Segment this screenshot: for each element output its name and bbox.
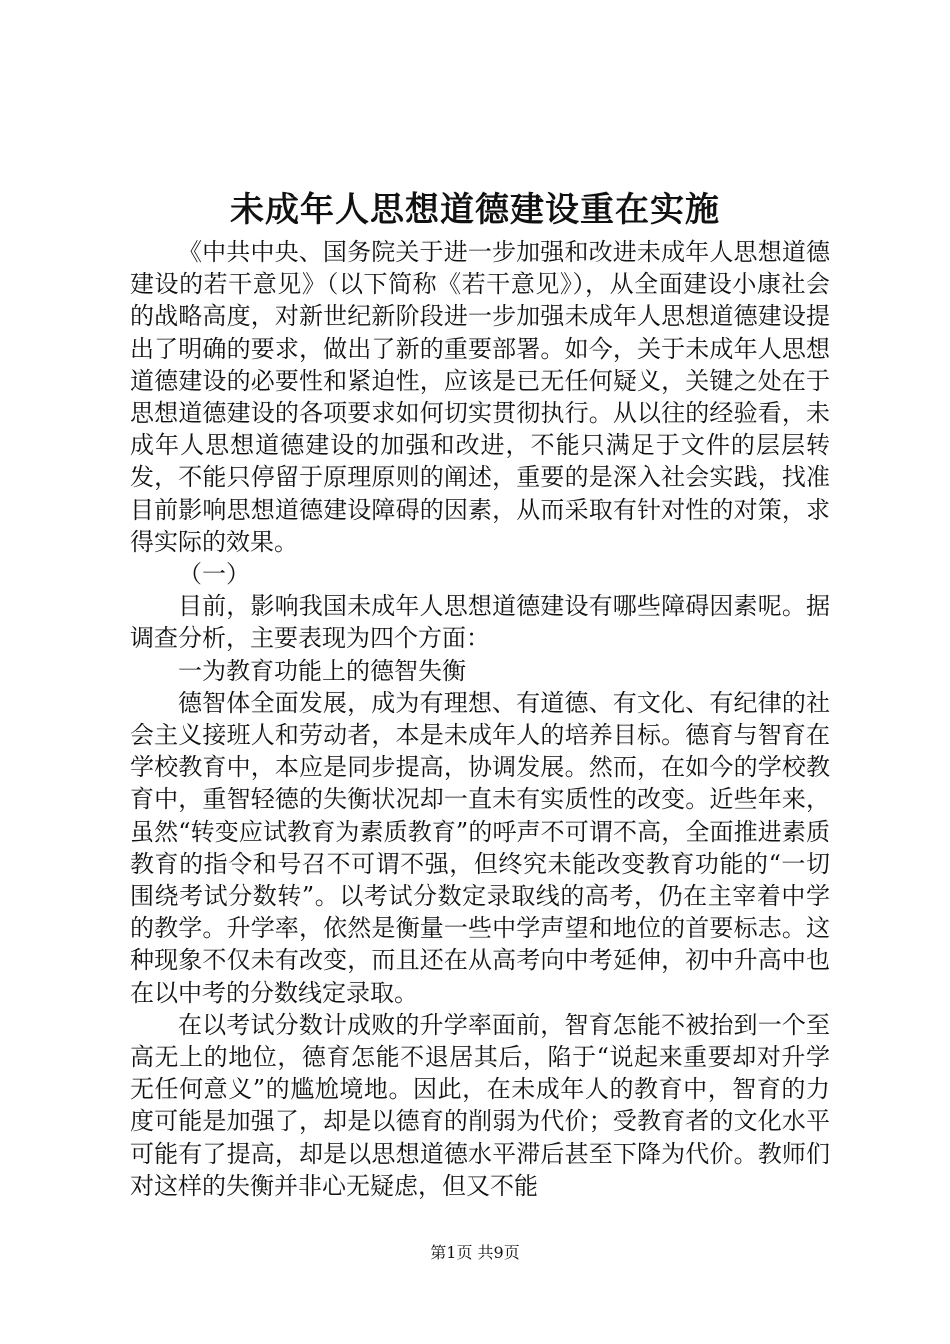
paragraph-factors: 目前，影响我国未成年人思想道德建设有哪些障碍因素呢。据调查分析，主要表现为四个方面： (130, 592, 830, 653)
paragraph-enrollment: 在以考试分数计成败的升学率面前，智育怎能不被抬到一个至高无上的地位，德育怎能不退居其后，陷于“说起来重要却对升学无任何意义”的尴尬境地。因此，在未成年人的教育中，智育的力度可能是加强了，却是以德育的削弱为代价；受教育者的文化水平可能有了提高，却是以思想道德水平滞后甚至下降为代价。教师们对这样的失衡并非心无疑虑，但又不能 (130, 1010, 830, 1200)
paragraph-imbalance: 德智体全面发展，成为有理想、有道德、有文化、有纪律的社会主义接班人和劳动者，本是未成年人的培养目标。德育与智育在学校教育中，本应是同步提高，协调发展。然而，在如今的学校教育中，重智轻德的失衡状况却一直未有实质性的改变。近些年来，虽然“转变应试教育为素质教育”的呼声不可谓不高，全面推进素质教育的指令和号召不可谓不强，但终究未能改变教育功能的“一切围绕考试分数转”。以考试分数定录取线的高考，仍在主宰着中学的教学。升学率，依然是衡量一些中学声望和地位的首要标志。这种现象不仅未有改变，而且还在从高考向中考延伸，初中升高中也在以中考的分数线定录取。 (130, 688, 830, 1007)
paragraph-intro: 《中共中央、国务院关于进一步加强和改进未成年人思想道德建设的若干意见》（以下简称《若干意见》），从全面建设小康社会的战略高度，对新世纪新阶段进一步加强未成年人思想道德建设提出了明确的要求，做出了新的重要部署。如今，关于未成年人思想道德建设的必要性和紧迫性，应该是已无任何疑义，关键之处在于思想道德建设的各项要求如何切实贯彻执行。从以往的经验看，未成年人思想道德建设的加强和改进，不能只满足于文件的层层转发，不能只停留于原理原则的阐述，重要的是深入社会实践，找准目前影响思想道德建设障碍的因素，从而采取有针对性的对策，求得实际的效果。 (130, 238, 830, 556)
section-heading-1: （一） (178, 560, 250, 589)
subheading-imbalance: 一为教育功能上的德智失衡 (178, 656, 466, 685)
page-footer: 第1页 共9页 (430, 1243, 520, 1262)
document-title: 未成年人思想道德建设重在实施 (230, 190, 720, 230)
document-body (130, 236, 830, 1202)
